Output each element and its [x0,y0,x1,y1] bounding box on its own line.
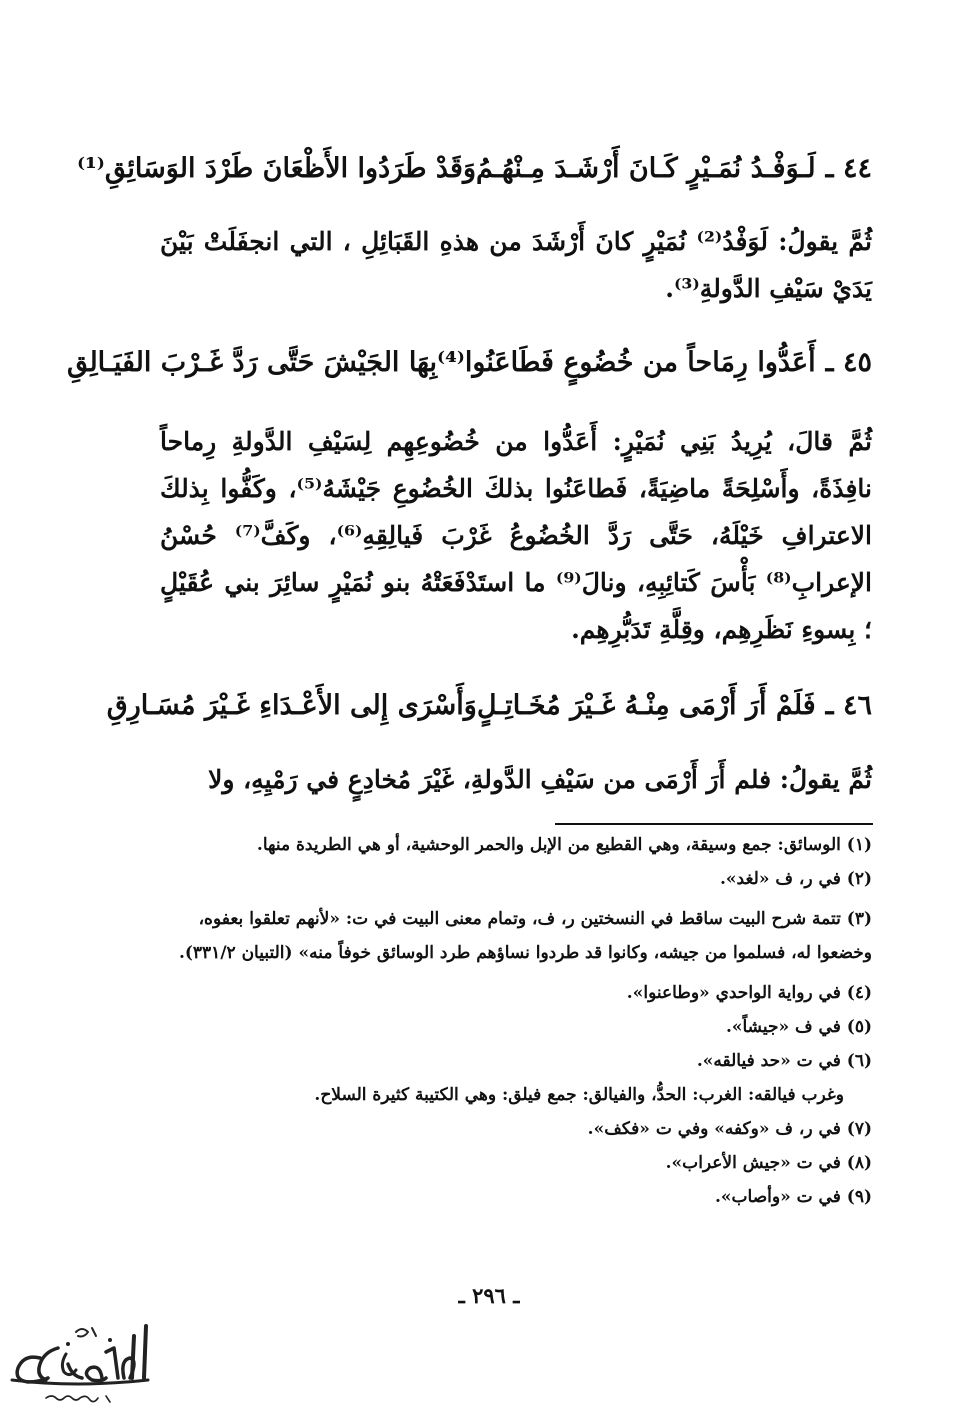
page-number: ـ ٢٩٦ ـ [458,1283,520,1308]
footnote: (٥) في ف «جيشاً». [725,1017,872,1037]
verse-hemistich-first: فَلَمْ أَرَ أَرْمَى مِنْـهُ غَـيْرَ مُخَـاتِـلٍ [476,690,816,721]
footnote: (٧) في ر، ف «وكفه» وفي ت «فكف». [587,1119,872,1139]
verse-hemistich-second: وَأَسْرَى إِلى الأَعْـدَاءِ غَـيْرَ مُسَـارِقِ [106,690,477,721]
footnote: (٣) تتمة شرح البيت ساقط في النسختين ر، ف، وتمام معنى البيت في ت: «لأنهم تعلقوا بعفوه، وخضعوا له، فسلموا من جيشه، وكانوا قد طردوا نساؤهم طرد الوسائق خوفاً منه» (التبيان ٣٣١/٢). [178,909,872,963]
verse-number: ٤٤ ـ [825,153,872,184]
verse-number: ٤٦ ـ [825,690,872,721]
verse-number: ٤٥ ـ [825,347,872,378]
verse-hemistich-first: لَـوَفْـدُ نُمَـيْرٍ كَـانَ أَرْشَـدَ مِـنْهُـمُ [476,153,816,184]
footnote-separator [555,823,873,825]
footnote: (٢) في ر، ف «لغد». [720,869,872,889]
calligraphy-logo-icon [6,1318,156,1410]
footnote: (٩) في ت «وأصاب». [714,1187,872,1207]
verse-hemistich-first: أَعَدُّوا رِمَاحاً من خُضُوعٍ فَطَاعَنُوا⁽⁴⁾ [437,347,816,378]
footnote: (٦) في ت «حد فيالقه». [696,1051,872,1071]
commentary-paragraph: ثُمَّ يقولُ: فلم أَرَ أَرْمَى من سَيْفِ الدَّولةِ، غَيْرَ مُخادِعٍ في رَمْيِهِ، ولا [208,765,872,794]
footnote: وغرب فيالقه: الغرب: الحدُّ، والفيالق: جمع فيلق: وهي الكتيبة كثيرة السلاح. [314,1085,844,1105]
footnote: (٤) في رواية الواحدي «وطاعنوا». [626,983,872,1003]
commentary-paragraph: ثُمَّ قالَ، يُرِيدُ بَنِي نُمَيْرٍ: أَعَدُّوا من خُضُوعِهِم لِسَيْفِ الدَّولةِ رِماحاً نافِذَةً، وأَسْلِحَةً ماضِيَةً، فَطاعَنُوا بذلكَ الخُضُوعِ جَيْشَهُ⁽⁵⁾، وكَفُّوا بِذلكَ الاعترافِ خَيْلَهُ، حَتَّى رَدَّ الخُضُوعُ غَرْبَ فَيالِقِهِ⁽⁶⁾، وكَفَّ⁽⁷⁾ حُسْنُ الإعرابِ⁽⁸⁾ بَأْسَ كَتائِبِهِ، ونالَ⁽⁹⁾ ما استَدْفَعَتْهُ بنو نُمَيْرٍ سائِرَ بني عُقَيْلٍ ؛ بِسوءِ نَظَرِهِم، وقِلَّةِ تَدَبُّرِهِم. [160,427,873,644]
footnotes [160,828,872,1214]
verse-45 [66,347,872,378]
verse-hemistich-second: وَقَدْ طَرَدُوا الأَظْعَانَ طَرْدَ الوَسَائِقِ⁽¹⁾ [76,153,476,184]
verse-46 [106,690,872,721]
footnote: (٨) في ت «جيش الأعراب». [665,1153,872,1173]
commentary-paragraph: ثُمَّ يقولُ: لَوَفْدُ⁽²⁾ نُمَيْرٍ كانَ أَرْشَدَ من هذهِ القَبَائِلِ ، التي انجفَلَتْ بَيْنَ يَدَيْ سَيْفِ الدَّولةِ⁽³⁾. [160,227,872,303]
footnote: (١) الوسائق: جمع وسيقة، وهي القطيع من الإبل والحمر الوحشية، أو هي الطريدة منها. [256,835,872,855]
verse-hemistich-second: بِهَا الجَيْشَ حَتَّى رَدَّ غَـرْبَ الفَيَـالِقِ [66,347,438,378]
verse-44 [76,153,872,184]
